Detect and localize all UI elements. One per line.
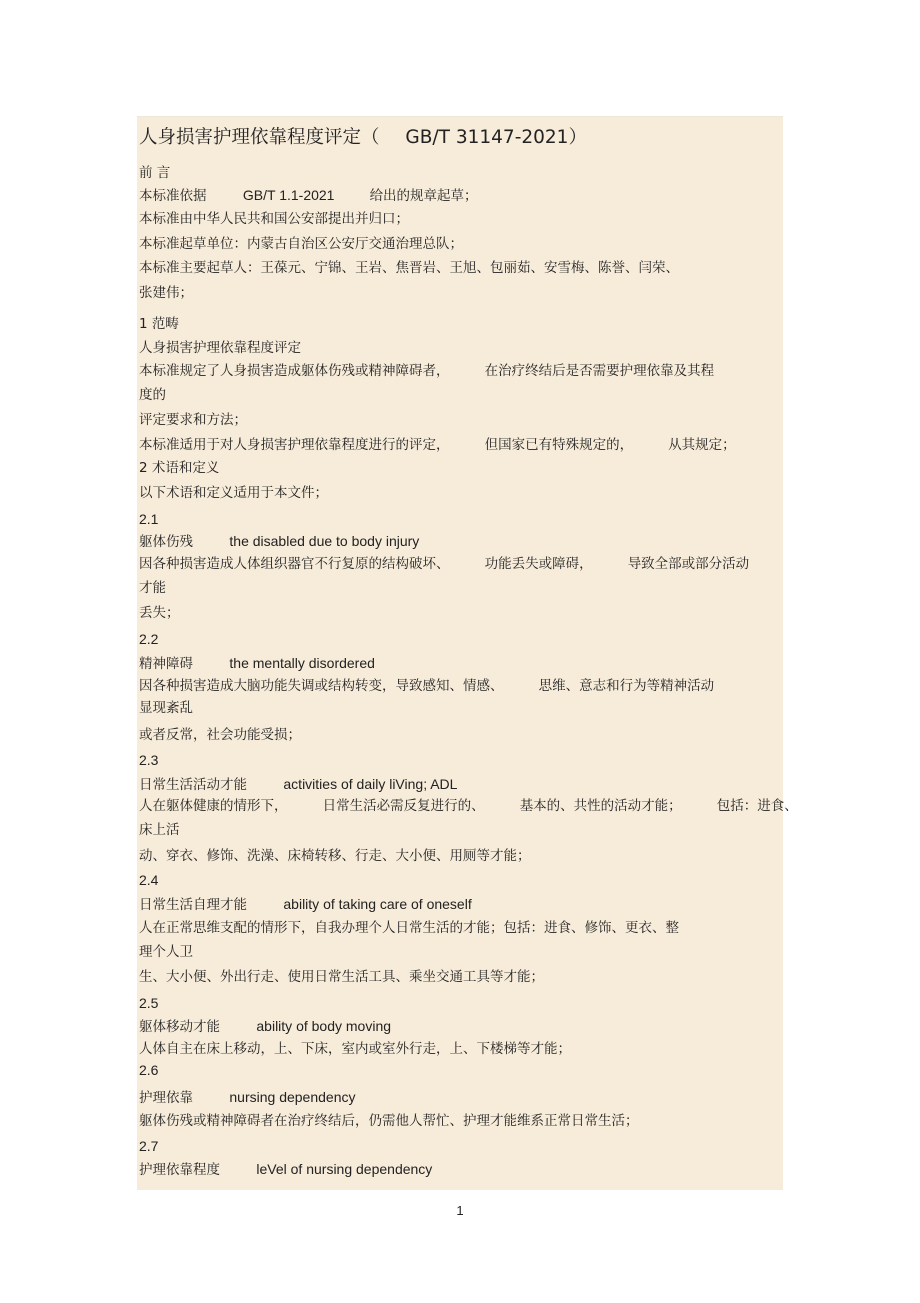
text-segment: 人在正常思维支配的情形下，自我办理个人日常生活的才能；包括：进食、修饰、更衣、整: [139, 920, 679, 936]
text-line: [139, 1017, 391, 1036]
text-segment: GB/T 1.1-2021: [242, 187, 335, 203]
text-line: [139, 677, 714, 695]
text-line: [139, 1137, 158, 1156]
text-segment: 精神障碍: [139, 656, 193, 672]
text-line: [139, 555, 749, 573]
text-segment: 本标准由中华人民共和国公安部提出并归口；: [139, 211, 409, 227]
text-segment: 2.3: [139, 752, 159, 768]
text-segment: 从其规定；: [668, 437, 736, 453]
text-segment: 2.6: [139, 1062, 159, 1078]
text-segment: 护理依靠: [139, 1090, 193, 1106]
text-line: [139, 895, 472, 914]
text-line: [139, 186, 478, 205]
text-line: [139, 604, 180, 622]
text-segment: 日常生活必需反复进行的、: [322, 798, 485, 814]
text-segment: 导致全部或部分活动: [627, 556, 750, 572]
text-segment: 因各种损害造成人体组织器官不行复原的结构破坏、: [139, 556, 450, 572]
text-segment: 躯体移动才能: [139, 1019, 220, 1035]
text-line: [139, 1088, 356, 1107]
text-line: [139, 654, 375, 673]
text-line: [139, 411, 247, 429]
text-segment: 躯体伤残: [139, 534, 193, 550]
text-segment: 思维、意志和行为等精神活动: [538, 678, 715, 694]
text-line: [139, 362, 714, 380]
text-segment: 动、穿衣、修饰、洗澡、床椅转移、行走、大小便、用厕等才能；: [139, 848, 531, 864]
text-segment: GB/T 31147-2021）: [405, 127, 587, 148]
text-line: [139, 919, 679, 937]
text-segment: 床上活: [139, 822, 180, 838]
text-segment: 人在躯体健康的情形下，: [139, 798, 288, 814]
text-line: [139, 968, 544, 986]
text-segment: 人身损害护理依靠程度评定: [139, 340, 301, 356]
text-line: [139, 1112, 639, 1130]
text-line: [139, 436, 736, 454]
text-segment: 理个人卫: [139, 944, 193, 960]
text-line: [139, 579, 166, 597]
text-line: [139, 284, 193, 302]
document-title: [139, 126, 587, 150]
text-segment: 本标准起草单位：内蒙古自治区公安厅交通治理总队；: [139, 236, 463, 252]
text-segment: 2 术语和定义: [139, 460, 220, 476]
text-segment: 2.7: [139, 1138, 159, 1154]
text-line: [139, 847, 531, 865]
text-segment: ability of body moving: [256, 1018, 392, 1034]
text-segment: 1 范畴: [139, 316, 179, 332]
text-segment: ability of taking care of oneself: [283, 896, 472, 912]
text-segment: 2.2: [139, 631, 159, 647]
text-segment: 护理依靠程度: [139, 1162, 220, 1178]
text-segment: 基本的、共性的活动才能；: [519, 798, 682, 814]
text-line: [139, 510, 158, 529]
text-segment: 给出的规章起草；: [369, 188, 478, 204]
text-line: [139, 532, 419, 551]
text-segment: 人体自主在床上移动，上、下床，室内或室外行走，上、下楼梯等才能；: [139, 1041, 571, 1057]
text-segment: 本标准适用于对人身损害护理依靠程度进行的评定，: [139, 437, 450, 453]
text-segment: 度的: [139, 387, 166, 403]
text-line: [139, 259, 679, 277]
text-segment: 2.1: [139, 511, 159, 527]
text-segment: the disabled due to body injury: [229, 533, 420, 549]
text-segment: the mentally disordered: [229, 655, 375, 671]
text-line: [139, 775, 457, 794]
text-line: [139, 726, 301, 744]
text-segment: 因各种损害造成大脑功能失调或结构转变，导致感知、情感、: [139, 678, 504, 694]
text-line: [139, 699, 193, 717]
text-line: [139, 210, 409, 228]
text-line: [139, 751, 158, 770]
text-line: [139, 484, 328, 502]
text-segment: 2.4: [139, 872, 159, 888]
text-segment: 才能: [139, 580, 166, 596]
text-line: [139, 1061, 158, 1080]
text-segment: 生、大小便、外出行走、使用日常生活工具、乘坐交通工具等才能；: [139, 969, 544, 985]
text-line: [139, 1040, 571, 1058]
text-segment: 2.5: [139, 995, 159, 1011]
text-segment: leVel of nursing dependency: [256, 1161, 433, 1177]
text-segment: 或者反常，社会功能受损；: [139, 727, 301, 743]
text-segment: 本标准主要起草人：王葆元、宁锦、王岩、焦晋岩、王旭、包丽茹、安雪梅、陈誉、闫荣、: [139, 260, 679, 276]
text-segment: 日常生活活动才能: [139, 777, 247, 793]
text-segment: 本标准规定了人身损害造成躯体伤残或精神障碍者，: [139, 363, 450, 379]
text-segment: nursing dependency: [229, 1089, 356, 1105]
text-segment: 包括：进食、: [716, 798, 798, 814]
text-segment: 张建伟；: [139, 285, 193, 301]
text-line: [139, 943, 193, 961]
text-segment: 躯体伤残或精神障碍者在治疗终结后，仍需他人帮忙、护理才能维系正常日常生活；: [139, 1113, 639, 1129]
text-segment: 在治疗终结后是否需要护理依靠及其程: [484, 363, 715, 379]
text-segment: 人身损害护理依靠程度评定（: [139, 127, 380, 148]
text-segment: 但国家已有特殊规定的，: [484, 437, 634, 453]
text-line: [139, 164, 170, 182]
page-number: 1: [456, 1203, 464, 1218]
text-segment: 丢失；: [139, 605, 180, 621]
text-segment: 显现紊乱: [139, 700, 193, 716]
text-line: [139, 235, 463, 253]
text-line: [139, 315, 179, 333]
text-segment: 评定要求和方法；: [139, 412, 247, 428]
text-segment: 前 言: [139, 165, 171, 181]
text-line: [139, 339, 301, 357]
text-line: [139, 630, 158, 649]
text-segment: 以下术语和定义适用于本文件；: [139, 485, 328, 501]
text-segment: 功能丢失或障碍，: [484, 556, 593, 572]
text-line: [139, 1160, 432, 1179]
text-segment: 本标准依据: [139, 188, 207, 204]
text-line: [139, 994, 158, 1013]
text-line: [139, 821, 180, 839]
text-segment: activities of daily liVing; ADL: [283, 776, 458, 792]
text-line: [139, 459, 219, 477]
text-line: [139, 797, 798, 815]
text-line: [139, 386, 166, 404]
text-line: [139, 871, 158, 890]
text-segment: 日常生活自理才能: [139, 897, 247, 913]
